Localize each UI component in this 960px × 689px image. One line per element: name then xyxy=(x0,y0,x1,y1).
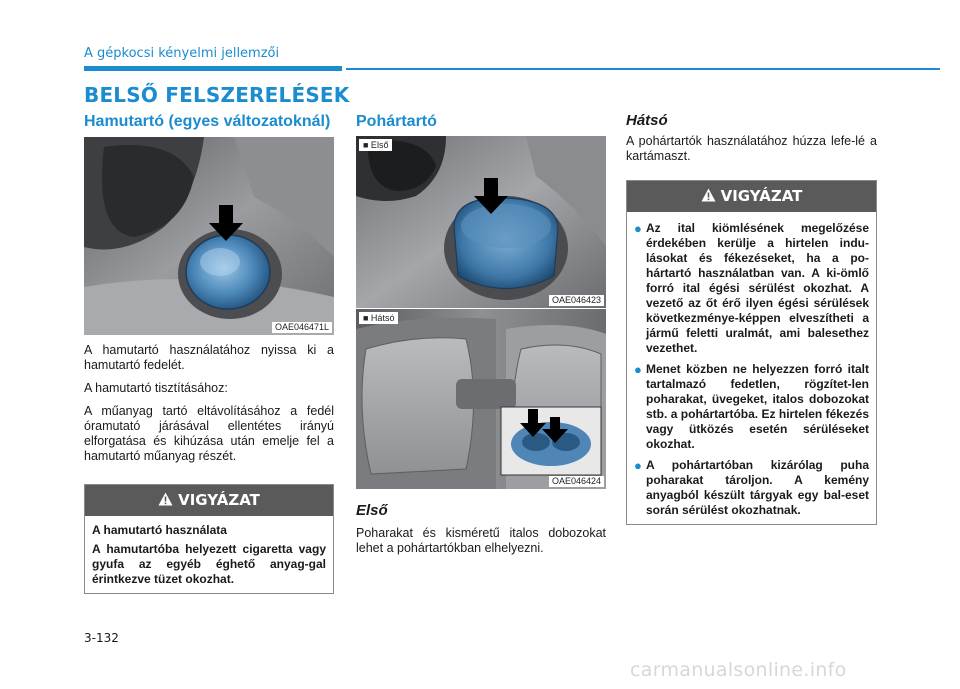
warning-icon xyxy=(158,486,173,517)
bullet-dot-icon: ● xyxy=(634,362,642,377)
rear-text: A pohártartók használatához húzza lefe-lé a kartámaszt. xyxy=(626,134,877,163)
caution-heading: VIGYÁZAT xyxy=(720,187,803,205)
cupholder-rear-photo xyxy=(356,309,606,489)
ashtray-para-clean: A hamutartó tisztításához: xyxy=(84,381,228,395)
caution-bullet-text: Az ital kiömlésének megelőzése érdekében kerülje a hirtelen indu-lásokat és fékezéseket, ha a po-hártartó használatban van. A ki-ömlő forró ital égési sérülést okozhat. A vezető az őt érő ilyen égési sérülések következménye-képpen elveszítheti a jármű feletti uralmát, ami balesethez vezethet. xyxy=(646,221,869,355)
ashtray-illustration xyxy=(84,137,334,335)
photo-code-front: OAE046423 xyxy=(549,295,604,306)
caution-bullet xyxy=(634,362,869,452)
caution-body xyxy=(627,212,876,524)
front-cupholder-illustration xyxy=(356,136,606,308)
rear-caution-box xyxy=(626,180,877,525)
ashtray-caution-box xyxy=(84,484,334,594)
ashtray-para-open: A hamutartó használatához nyissa ki a hamutartó fedelét. xyxy=(84,343,334,372)
header-rule-thin xyxy=(346,68,940,70)
ashtray-title: Hamutartó (egyes változatoknál) xyxy=(84,113,331,130)
bullet-dot-icon: ● xyxy=(634,221,642,236)
caution-header xyxy=(627,181,876,212)
section-header: A gépkocsi kényelmi jellemzői xyxy=(84,46,280,61)
page-number: 3-132 xyxy=(84,631,119,645)
photo-code-rear: OAE046424 xyxy=(549,476,604,487)
front-text: Poharakat és kisméretű italos dobozokat lehet a pohártartókban elhelyezni. xyxy=(356,526,606,555)
cupholder-front-photo xyxy=(356,136,606,308)
cupholder-title: Pohártartó xyxy=(356,113,437,130)
caution-header xyxy=(85,485,333,516)
ashtray-para-remove: A műanyag tartó eltávolításához a fedél óramutató járásával ellentétes irányú elforgatása és kihúzása után emelje fel a hamutartó műanyag részét. xyxy=(84,404,334,463)
caution-text: A hamutartóba helyezett cigaretta vagy gyufa az egyéb éghető anyag-gal érintkezve tüzet okozhat. xyxy=(92,542,326,586)
column-rear xyxy=(626,112,877,525)
warning-icon xyxy=(701,182,716,213)
rear-cupholder-illustration xyxy=(356,309,606,489)
column-cupholder xyxy=(356,112,606,556)
header-rule-thick xyxy=(84,66,342,71)
column-ashtray xyxy=(84,112,334,594)
photo-code: OAE046471L xyxy=(272,322,332,333)
chapter-title: BELSŐ FELSZERELÉSEK xyxy=(84,83,350,107)
photo-tag-rear: ■ Hátsó xyxy=(359,312,398,324)
rear-heading: Hátsó xyxy=(626,112,668,129)
caution-heading: VIGYÁZAT xyxy=(178,491,260,509)
caution-bullet-text: Menet közben ne helyezzen forró italt tartalmazó fedetlen, rögzítet-len poharakat, üvegeket, italos dobozokat stb. a pohártartóba. Ez hirtelen fékezés vagy ütközés esetén sérüléseket okozhat. xyxy=(646,362,869,451)
bullet-dot-icon: ● xyxy=(634,458,642,473)
photo-tag-front: ■ Első xyxy=(359,139,392,151)
ashtray-photo xyxy=(84,137,334,335)
front-heading: Első xyxy=(356,502,388,519)
caution-bullet xyxy=(634,221,869,356)
caution-title: A hamutartó használata xyxy=(92,523,227,537)
caution-bullet-text: A pohártartóban kizárólag puha poharakat tároljon. A kemény anyagból készült tárgyak egy bal-eset során sérülést okozhatnak. xyxy=(646,458,869,517)
caution-bullet xyxy=(634,458,869,518)
caution-body xyxy=(85,516,333,593)
watermark: carmanualsonline.info xyxy=(630,659,847,681)
